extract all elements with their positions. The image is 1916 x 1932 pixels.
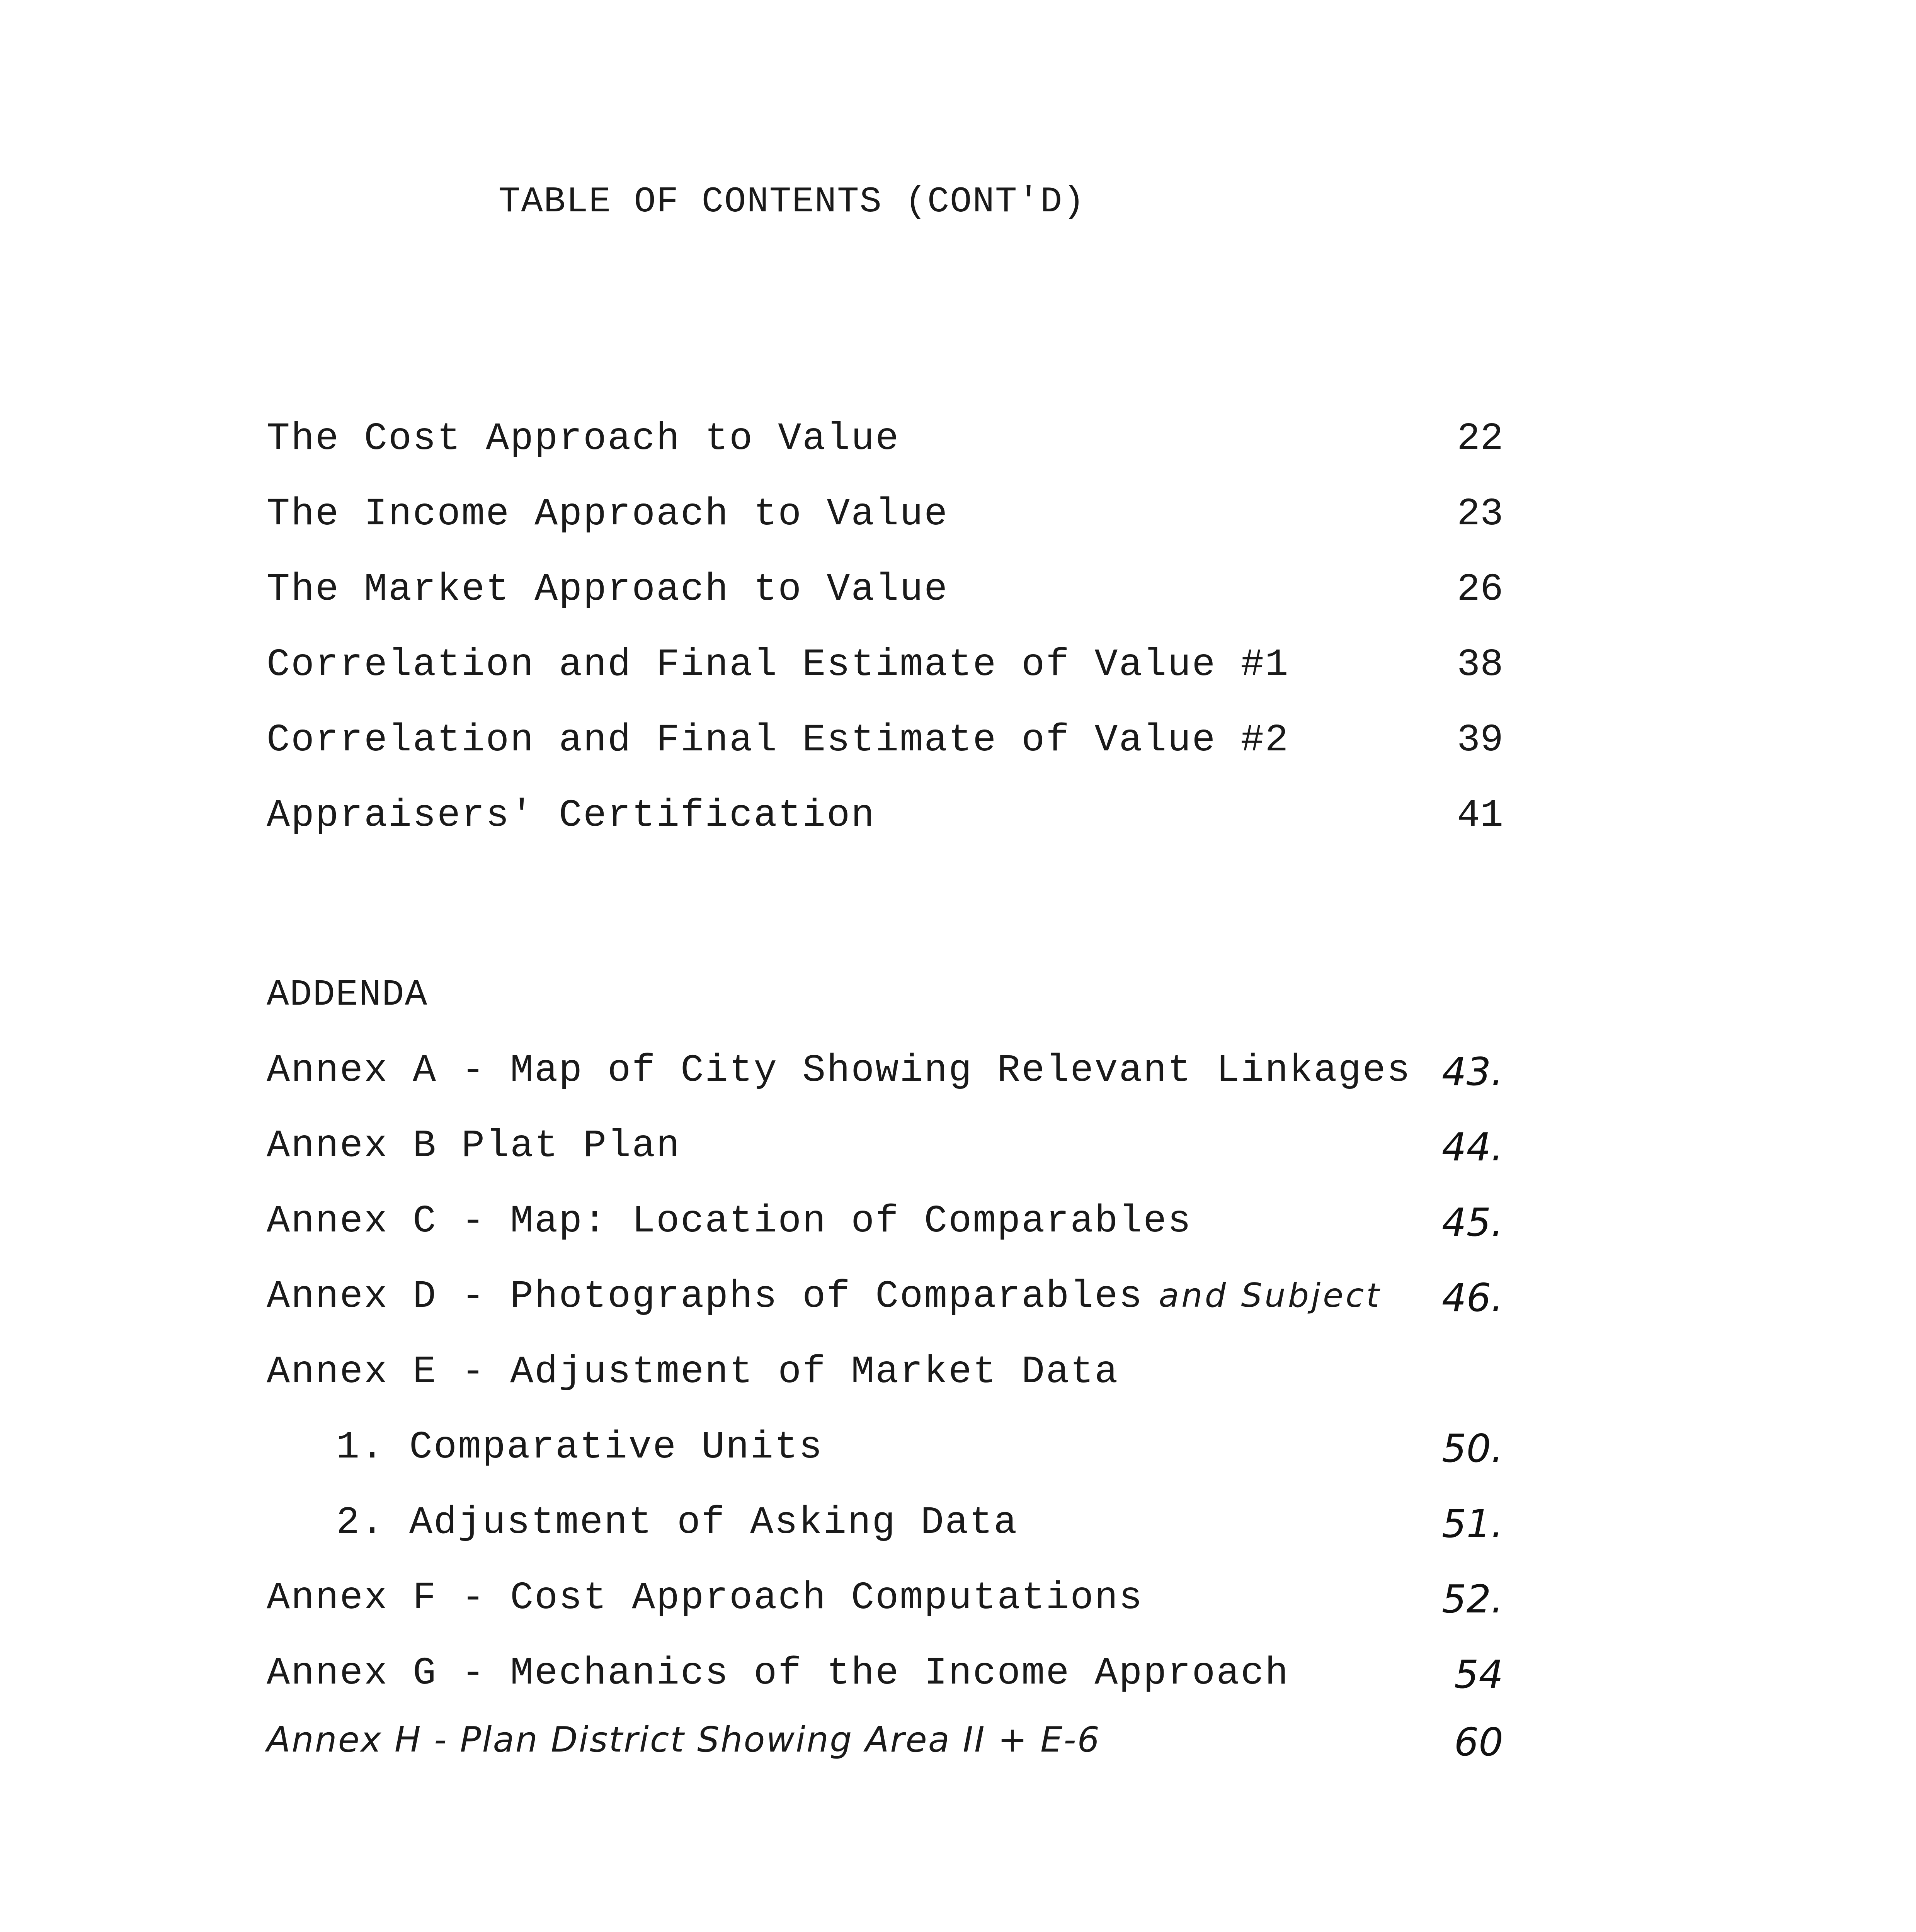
addenda-subentry — [267, 1501, 1503, 1559]
addenda-entry — [267, 1200, 1503, 1258]
toc-entry-label: The Cost Approach to Value — [267, 417, 900, 461]
addenda-entry-label: Annex C - Map: Location of Comparables — [267, 1200, 1192, 1243]
addenda-entry-page: 52. — [1441, 1577, 1503, 1622]
toc-entry-label: Correlation and Final Estimate of Value #2 — [267, 719, 1290, 762]
addenda-entry — [267, 1350, 1503, 1408]
addenda-subentry-label: 2. Adjustment of Asking Data — [336, 1501, 1018, 1545]
toc-entry-label: Correlation and Final Estimate of Value #1 — [267, 643, 1290, 687]
addenda-entry-label: Annex E - Adjustment of Market Data — [267, 1350, 1119, 1394]
addenda-entry-label: Annex F - Cost Approach Computations — [267, 1577, 1143, 1620]
toc-entry — [267, 568, 1503, 626]
addenda-subentry-page: 50. — [1441, 1426, 1503, 1471]
toc-entry — [267, 417, 1503, 475]
addenda-entry-page: 54 — [1454, 1652, 1503, 1697]
addenda-entry-label — [267, 1275, 1382, 1319]
toc-entry-page: 26 — [1457, 568, 1503, 612]
addenda-entry-label: Annex A - Map of City Showing Relevant Linkages — [267, 1049, 1411, 1093]
toc-entry — [267, 493, 1503, 551]
toc-entry — [267, 794, 1503, 852]
toc-entry-page: 41 — [1457, 794, 1503, 838]
toc-entry-label: The Market Approach to Value — [267, 568, 949, 612]
addenda-entry — [267, 1577, 1503, 1634]
addenda-entry-label: Annex H - Plan District Showing Area II + E-6 — [267, 1719, 1101, 1760]
toc-entry-page: 39 — [1457, 719, 1503, 762]
addenda-entry-page: 46. — [1441, 1275, 1503, 1320]
addenda-subentry-label: 1. Comparative Units — [336, 1426, 824, 1469]
addenda-entry-page: 43. — [1441, 1049, 1503, 1094]
toc-entry-page: 23 — [1457, 493, 1503, 536]
addenda-entry — [267, 1275, 1503, 1333]
addenda-heading: ADDENDA — [267, 974, 428, 1016]
toc-entry-page: 22 — [1457, 417, 1503, 461]
addenda-entry-text: Annex D - Photographs of Comparables — [267, 1275, 1143, 1319]
addenda-entry — [267, 1124, 1503, 1182]
addenda-entry — [267, 1049, 1503, 1107]
addenda-entry-handwritten — [267, 1719, 1503, 1777]
toc-entry — [267, 719, 1503, 777]
addenda-entry-label: Annex G - Mechanics of the Income Approach — [267, 1652, 1290, 1696]
addenda-entry — [267, 1652, 1503, 1710]
addenda-entry-page: 44. — [1441, 1124, 1503, 1170]
handwritten-note: and Subject — [1159, 1276, 1382, 1315]
page-title: TABLE OF CONTENTS (CONT'D) — [499, 182, 1086, 223]
addenda-entry-label: Annex B Plat Plan — [267, 1124, 681, 1168]
toc-entry-page: 38 — [1457, 643, 1503, 687]
addenda-entry-page: 45. — [1441, 1200, 1503, 1245]
addenda-subentry-page: 51. — [1441, 1501, 1503, 1546]
addenda-subentry — [267, 1426, 1503, 1484]
toc-entry-label: Appraisers' Certification — [267, 794, 876, 838]
toc-entry — [267, 643, 1503, 701]
toc-entry-label: The Income Approach to Value — [267, 493, 949, 536]
addenda-entry-page: 60 — [1454, 1719, 1503, 1765]
